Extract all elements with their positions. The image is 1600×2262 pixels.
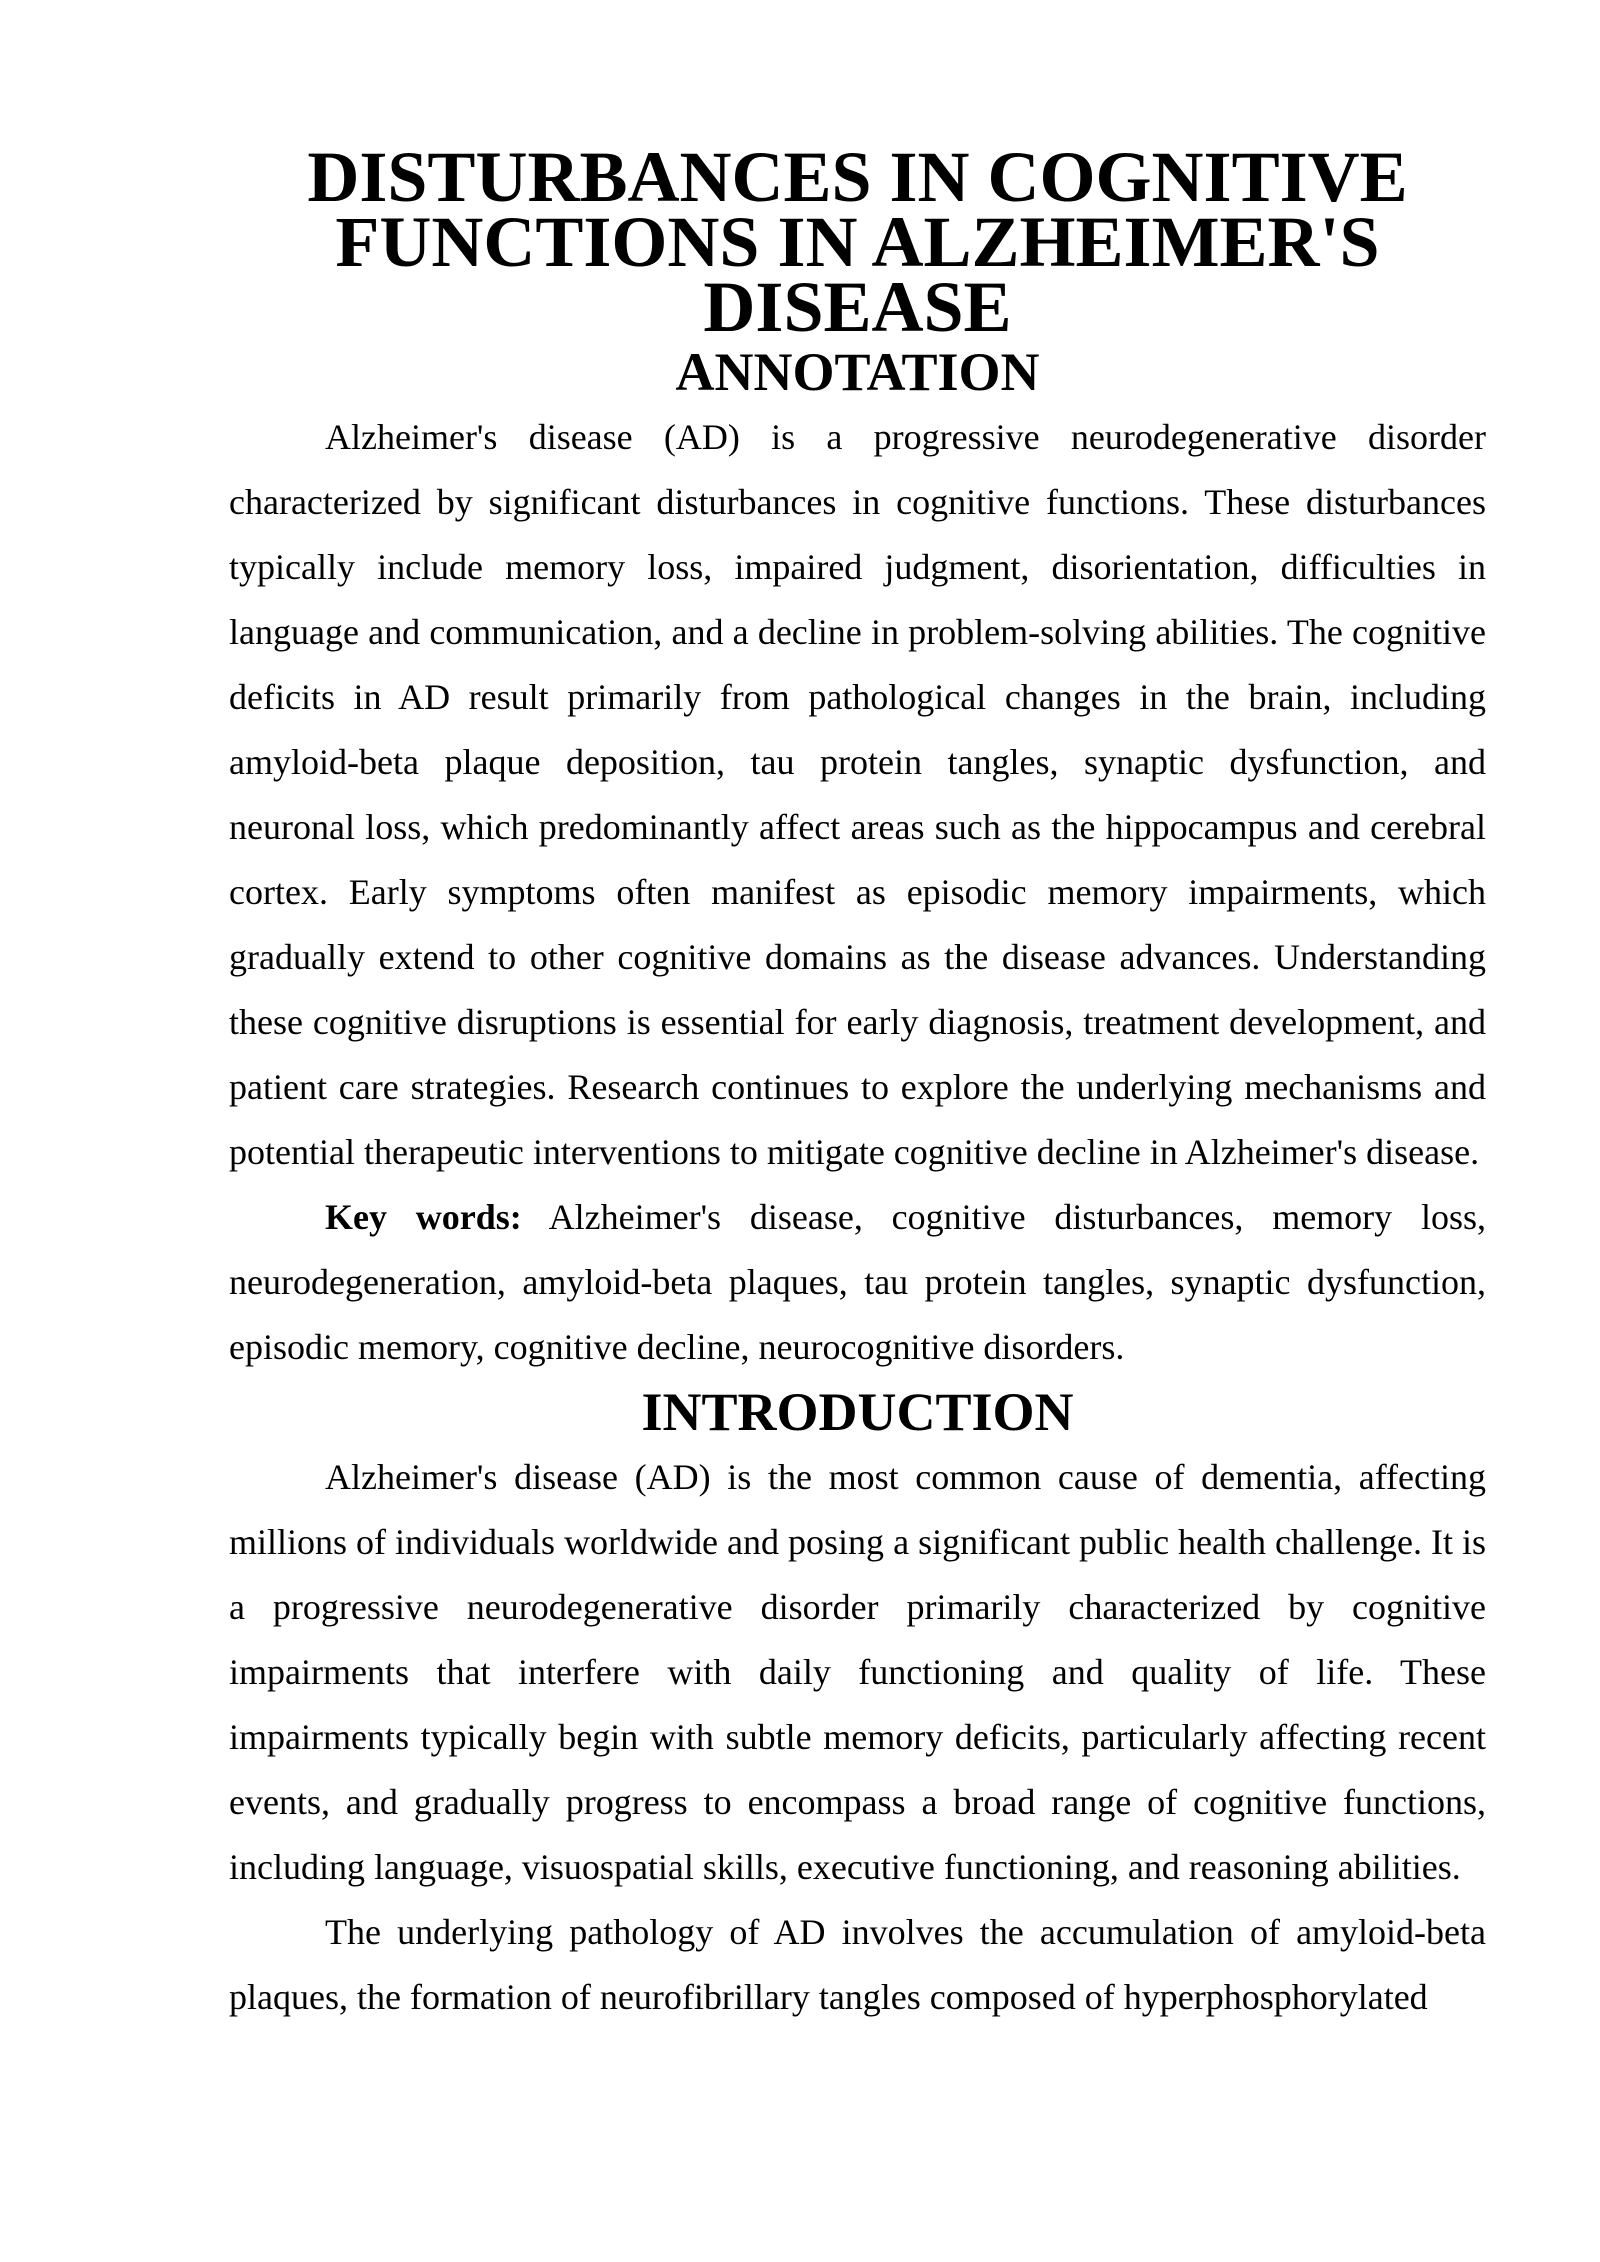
document-page [229, 137, 1486, 2030]
annotation-heading: ANNOTATION [675, 342, 1040, 402]
keywords-label: Key words: [325, 1197, 522, 1237]
annotation-paragraph: Alzheimer's disease (AD) is a progressive neurodegenerative disorder characterized by significant disturbances in cognitive functions. These disturbances typically include memory loss, impaired judgment, disorientation, difficulties in language and communication, and a decline in problem-solving abilities. The cognitive deficits in AD result primarily from pathological changes in the brain, including amyloid-beta plaque deposition, tau protein tangles, synaptic dysfunction, and neuronal loss, which predominantly affect areas such as the hippocampus and cerebral cortex. Early symptoms often manifest as episodic memory impairments, which gradually extend to other cognitive domains as the disease advances. Understanding these cognitive disruptions is essential for early diagnosis, treatment development, and patient care strategies. Research continues to explore the underlying mechanisms and potential therapeutic interventions to mitigate cognitive decline in Alzheimer's disease. [229, 417, 1486, 1172]
keywords-text: Alzheimer's disease, cognitive disturbances, memory loss, neurodegeneration, amyloid-beta plaques, tau protein tangles, synaptic dysfunction, episodic memory, cognitive decline, neurocognitive disorders. [229, 1197, 1486, 1367]
keywords-paragraph [229, 1185, 1486, 1380]
introduction-paragraph-1: Alzheimer's disease (AD) is the most common cause of dementia, affecting millions of individuals worldwide and posing a significant public health challenge. It is a progressive neurodegenerative disorder primarily characterized by cognitive impairments that interfere with daily functioning and quality of life. These impairments typically begin with subtle memory deficits, particularly affecting recent events, and gradually progress to encompass a broad range of cognitive functions, including language, visuospatial skills, executive functioning, and reasoning abilities. [229, 1457, 1486, 1887]
paper-title: DISTURBANCES IN COGNITIVE FUNCTIONS IN ALZHEIMER'S DISEASE [307, 137, 1408, 347]
introduction-heading: INTRODUCTION [641, 1382, 1074, 1442]
introduction-paragraph-2: The underlying pathology of AD involves the accumulation of amyloid-beta plaques, the formation of neurofibrillary tangles composed of hyperphosphorylated [229, 1912, 1486, 2017]
